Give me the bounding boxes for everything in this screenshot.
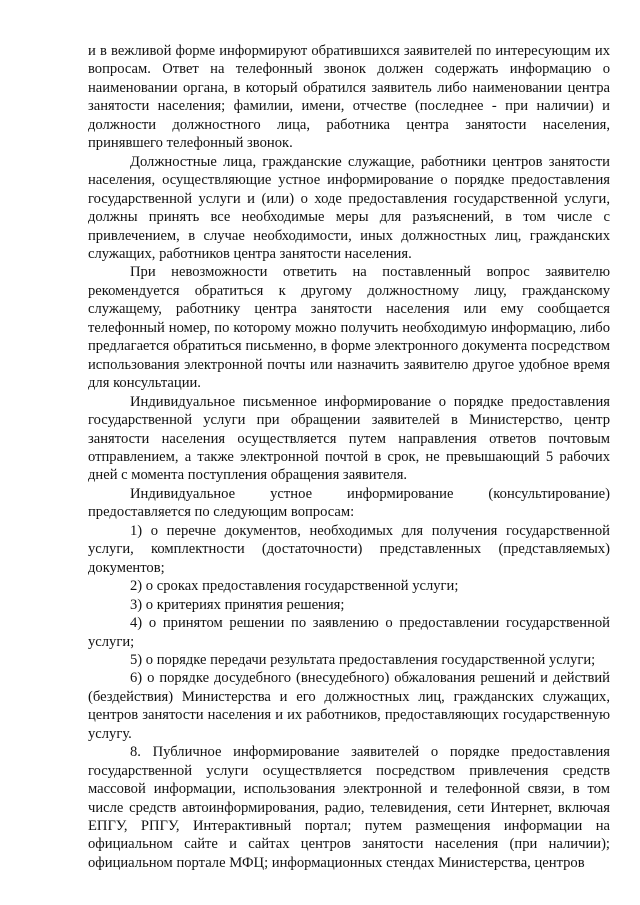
paragraph-oral-informing-duties: Должностные лица, гражданские служащие, работники центров занятости населения, осуществляющие устное информирование о порядке предоставления государственной услуги и (или) о ходе предоставления государственной услуги, должны принять все необходимые меры для разъяснений, в том числе с привлечением, в случае необходимости, иных должностных лиц, гражданских служащих, работников центра занятости населения.	[88, 153, 610, 262]
paragraph-oral-consulting-topics: Индивидуальное устное информирование (консультирование) предоставляется по следующим вопросам:	[88, 485, 610, 521]
paragraph-public-informing: 8. Публичное информирование заявителей о порядке предоставления государственной услуги осуществляется посредством привлечения средств массовой информации, использования электронной и телефонной связи, в том числе средств автоинформирования, радио, телевидения, сети Интернет, включая ЕПГУ, РПГУ, Интерактивный портал; путем размещения информации на официальном сайте и сайтах центров занятости населения (при наличии); официальном портале МФЦ; информационных стендах Министерства, центров	[88, 744, 610, 871]
paragraph-written-informing: Индивидуальное письменное информирование о порядке предоставления государственной услуги при обращении заявителей в Министерство, центр занятости населения осуществляется путем направления ответов почтовым отправлением, а также электронной почтой в срок, не превышающий 5 рабочих дней с момента поступления обращения заявителя.	[88, 393, 610, 484]
list-item-3: 3) о критериях принятия решения;	[130, 596, 345, 613]
list-item-2: 2) о сроках предоставления государственной услуги;	[130, 578, 459, 595]
paragraph-continuation: и в вежливой форме информируют обратившихся заявителей по интересующим их вопросам. Ответ на телефонный звонок должен содержать информацию о наименовании органа, в который обратился заявитель либо наименовании центра занятости населения; фамилии, имени, отчестве (последнее - при наличии) и должности должностного лица, работника центра занятости населения, принявшего телефонный звонок.	[88, 43, 610, 152]
list-item-5: 5) о порядке передачи результата предоставления государственной услуги;	[130, 651, 596, 668]
list-item-6: 6) о порядке досудебного (внесудебного) обжалования решений и действий (бездействия) Министерства и его должностных лиц, гражданских служащих, центров занятости населения и их работников, предоставляющих государственную услугу.	[88, 670, 610, 742]
list-item-4: 4) о принятом решении по заявлению о предоставлении государственной услуги;	[88, 615, 610, 650]
list-item-1: 1) о перечне документов, необходимых для получения государственной услуги, комплектности (достаточности) представленных (представляемых) документов;	[88, 522, 610, 576]
paragraph-unable-to-answer: При невозможности ответить на поставленный вопрос заявителю рекомендуется обратиться к другому должностному лицу, гражданскому служащему, работнику центра занятости населения или ему сообщается телефонный номер, по которому можно получить необходимую информацию, либо предлагается обратиться письменно, в форме электронного документа посредством использования электронной почты или назначить заявителю другое удобное время для консультации.	[88, 264, 610, 392]
